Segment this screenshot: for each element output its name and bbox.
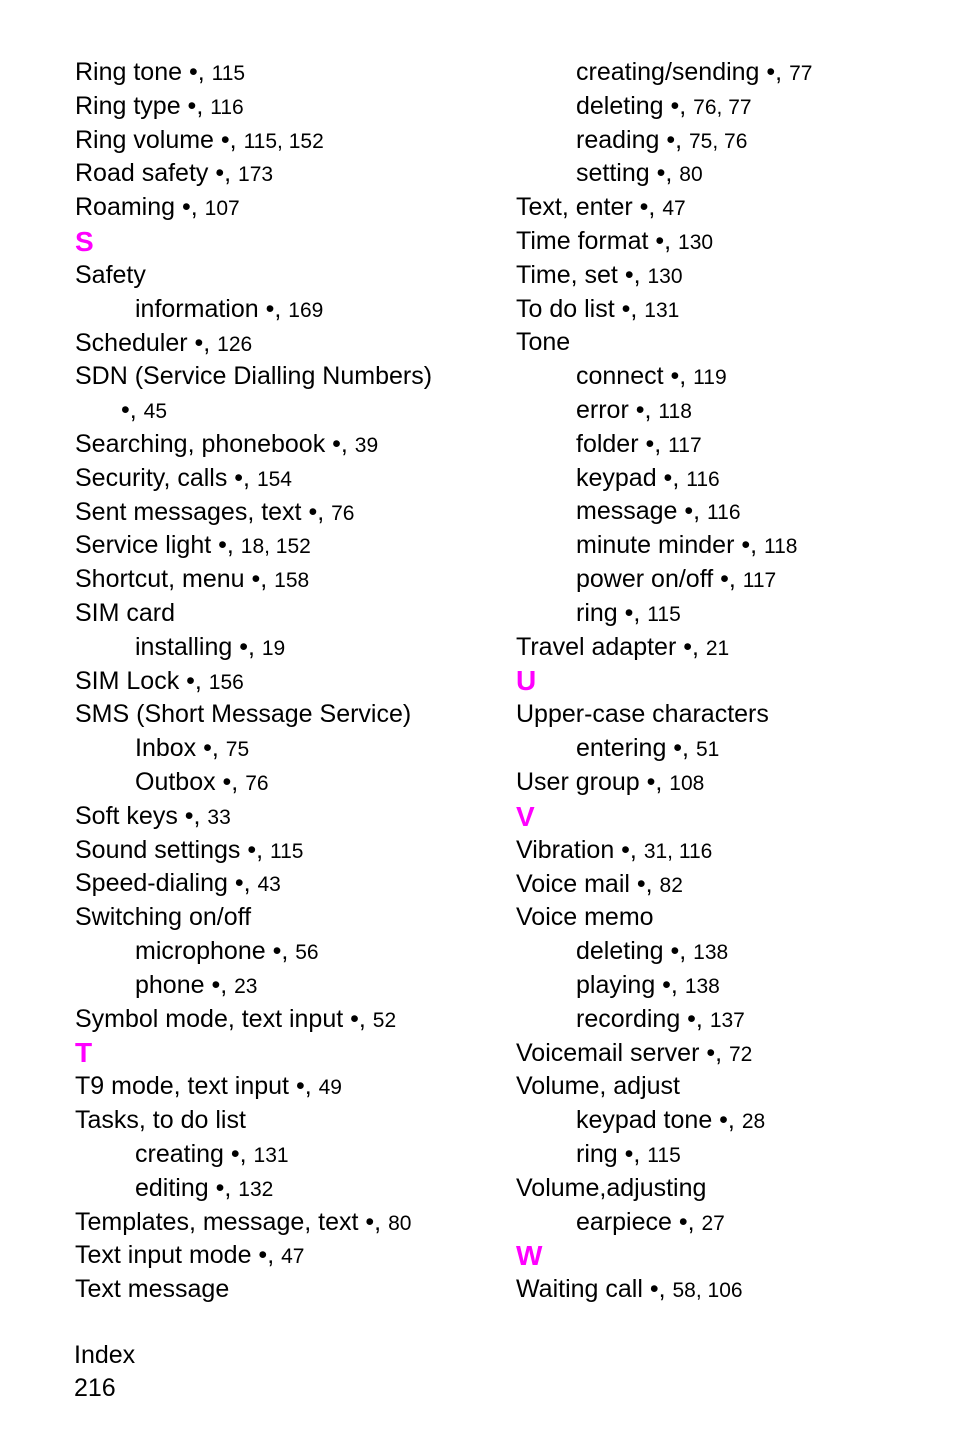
index-entry-text: deleting •, [576, 91, 687, 120]
index-entry [75, 1206, 505, 1240]
index-subentry [75, 766, 505, 800]
index-entry-text: recording •, [576, 1004, 703, 1033]
index-entry-text: Speed-dialing •, [75, 869, 251, 898]
index-page-refs: 43 [257, 873, 281, 897]
footer-page-number: 216 [74, 1374, 116, 1402]
index-entry-text: Ring type •, [75, 91, 204, 120]
index-entry-text: connect •, [576, 362, 687, 391]
index-entry [75, 428, 505, 462]
index-page-refs: 19 [261, 636, 286, 660]
index-page-refs: 138 [684, 974, 720, 998]
index-page-refs: 115 [647, 1143, 681, 1167]
index-entry [516, 766, 936, 800]
index-page-refs: 23 [234, 974, 258, 998]
index-page-refs: 115 [647, 602, 681, 626]
index-entry-text: SDN (Service Dialling Numbers) [75, 362, 433, 391]
index-entry [75, 1239, 505, 1273]
index-subentry [516, 90, 936, 124]
index-subentry [516, 360, 936, 394]
index-entry [75, 834, 505, 868]
index-subentry [75, 969, 505, 1003]
index-entry-text: Service light •, [75, 531, 234, 560]
index-entry-text: minute minder •, [576, 531, 758, 560]
index-entry-text: Road safety •, [75, 159, 232, 188]
index-entry-text: Ring volume •, [75, 125, 237, 154]
index-letter-heading: T [75, 1037, 93, 1069]
index-subentry [516, 157, 936, 191]
index-entry-text: playing •, [576, 970, 678, 999]
index-page-refs: 115, 152 [243, 129, 324, 153]
index-entry [516, 834, 936, 868]
index-entry-text: Volume, adjust [516, 1072, 680, 1101]
index-entry-text: microphone •, [135, 936, 289, 965]
index-page-refs: 169 [288, 298, 324, 322]
index-entry-text: Ring tone •, [75, 58, 205, 86]
index-entry-text: power on/off •, [576, 564, 736, 593]
index-page-refs: 76 [331, 501, 355, 525]
index-entry [516, 1273, 936, 1307]
index-entry [75, 1104, 505, 1138]
index-entry-text: Searching, phonebook •, [75, 429, 348, 458]
index-subentry [516, 1003, 936, 1037]
index-entry-text: Shortcut, menu •, [75, 565, 268, 594]
index-subentry [516, 969, 936, 1003]
index-page-refs: 130 [647, 264, 683, 288]
index-page-refs: 21 [705, 636, 730, 660]
index-entry [516, 191, 936, 225]
index-entry [516, 326, 936, 360]
index-subentry [516, 732, 936, 766]
index-entry [75, 901, 505, 935]
index-entry-text: Text input mode •, [75, 1241, 275, 1270]
index-subentry [75, 631, 505, 665]
index-entry-text: SIM Lock •, [75, 666, 202, 695]
index-letter-heading: W [516, 1240, 543, 1272]
index-entry-text: Switching on/off [75, 903, 252, 932]
index-entry [75, 327, 505, 361]
index-entry-text: setting •, [576, 159, 673, 188]
index-entry [75, 597, 505, 631]
index-entry-text: Voice mail •, [516, 869, 653, 898]
index-subentry [75, 732, 505, 766]
index-subentry [516, 1104, 936, 1138]
index-page-refs: 116 [686, 467, 720, 491]
index-entry-text: keypad •, [576, 463, 680, 492]
index-entry-text: Waiting call •, [516, 1275, 666, 1304]
index-entry-text: Travel adapter •, [516, 632, 699, 661]
index-entry-text: SMS (Short Message Service) [75, 700, 412, 729]
index-page-refs: 119 [693, 366, 727, 390]
index-entry-text: Templates, message, text •, [75, 1207, 382, 1236]
index-entry-text: creating/sending •, [576, 58, 783, 86]
index-entry-text: message •, [576, 497, 701, 526]
index-entry-text: Time, set •, [516, 260, 641, 289]
index-page-refs: 138 [693, 941, 729, 965]
index-entry [75, 259, 505, 293]
index-page-refs: 56 [295, 940, 319, 964]
index-subentry [516, 394, 936, 428]
index-letter-heading: U [516, 665, 537, 697]
index-entry [75, 1273, 505, 1307]
index-page-refs: 76 [245, 771, 269, 795]
index-subentry [516, 428, 936, 462]
index-entry [516, 1037, 936, 1071]
index-entry-text: •, [121, 396, 137, 425]
index-page-refs: 76, 77 [693, 95, 752, 119]
index-entry-text: entering •, [576, 734, 689, 763]
index-page-refs: 31, 116 [643, 839, 713, 863]
index-page-refs: 45 [143, 400, 168, 424]
index-subentry [516, 56, 936, 90]
index-entry-text: Soft keys •, [75, 801, 201, 830]
index-entry-text: Upper-case characters [516, 700, 769, 729]
index-entry [75, 1070, 505, 1104]
index-entry [75, 462, 505, 496]
index-page-refs: 137 [709, 1008, 745, 1032]
index-subentry [516, 935, 936, 969]
index-subentry [516, 124, 936, 158]
index-page-refs: 82 [659, 873, 683, 897]
index-page-refs: 117 [668, 433, 702, 457]
index-entry [516, 225, 936, 259]
index-page-refs: 173 [238, 163, 274, 187]
index-page-refs: 18, 152 [240, 535, 311, 559]
index-entry [75, 157, 505, 191]
index-page-refs: 47 [662, 197, 686, 221]
index-entry-text: User group •, [516, 767, 663, 796]
index-page-refs: 132 [238, 1177, 274, 1201]
index-page-refs: 52 [372, 1008, 397, 1032]
index-entry-text: Outbox •, [135, 767, 239, 796]
index-entry-text: ring •, [576, 598, 641, 627]
index-entry [75, 56, 505, 90]
index-entry-text: reading •, [576, 125, 683, 154]
index-subentry [516, 1138, 936, 1172]
index-entry [516, 259, 936, 293]
index-entry [516, 1070, 936, 1104]
index-entry [75, 191, 505, 225]
index-entry [516, 1172, 936, 1206]
index-entry-text: Security, calls •, [75, 463, 250, 492]
index-page-refs: 28 [741, 1110, 766, 1134]
index-subentry [516, 529, 936, 563]
index-entry [75, 529, 505, 563]
index-page-refs: 107 [204, 197, 240, 221]
index-page-refs: 27 [701, 1211, 725, 1235]
index-entry-text: Voice memo [516, 903, 654, 932]
footer-section-label: Index [74, 1341, 136, 1369]
index-letter-heading: V [516, 800, 535, 832]
index-subentry [516, 495, 936, 529]
index-entry-text: Sound settings •, [75, 835, 264, 864]
index-entry-text: Inbox •, [135, 734, 219, 763]
index-page-refs: 51 [695, 738, 720, 762]
index-entry [516, 293, 936, 327]
index-page-refs: 115 [270, 839, 304, 863]
index-entry [516, 631, 936, 665]
index-entry-text: SIM card [75, 598, 176, 627]
index-entry-text: Roaming •, [75, 193, 198, 222]
index-entry [75, 496, 505, 530]
index-entry-text: Tone [516, 328, 571, 357]
index-page-refs: 49 [318, 1076, 342, 1100]
index-entry [75, 394, 505, 428]
index-page-refs: 77 [789, 62, 813, 85]
index-page-refs: 116 [210, 95, 244, 119]
index-entry-text: earpiece •, [576, 1207, 695, 1236]
index-page-refs: 126 [217, 332, 253, 356]
index-subentry [75, 935, 505, 969]
index-entry-text: deleting •, [576, 937, 687, 966]
index-page-refs: 118 [764, 535, 798, 559]
index-entry-text: Tasks, to do list [75, 1106, 246, 1135]
index-subentry [75, 1138, 505, 1172]
index-entry-text: Vibration •, [516, 835, 637, 864]
index-entry-text: Symbol mode, text input •, [75, 1004, 366, 1033]
index-entry-text: Safety [75, 260, 146, 289]
index-page-refs: 58, 106 [672, 1279, 743, 1303]
index-page-refs: 72 [729, 1042, 753, 1066]
index-entry-text: phone •, [135, 970, 228, 999]
index-page-refs: 108 [669, 771, 705, 795]
index-entry [75, 665, 505, 699]
index-entry [75, 800, 505, 834]
index-entry-text: error •, [576, 395, 652, 424]
index-entry [75, 698, 505, 732]
index-subentry [75, 293, 505, 327]
index-subentry [516, 1206, 936, 1240]
index-entry-text: Text message [75, 1275, 230, 1304]
index-entry-text: To do list •, [516, 294, 638, 323]
index-entry-text: editing •, [135, 1173, 232, 1202]
index-page-refs: 75 [225, 738, 250, 762]
index-page-refs: 158 [274, 569, 310, 593]
index-entry [75, 90, 505, 124]
index-subentry [516, 563, 936, 597]
index-page-refs: 116 [707, 501, 741, 525]
index-entry [516, 698, 936, 732]
index-entry-text: Sent messages, text •, [75, 497, 325, 526]
index-page-refs: 131 [644, 298, 680, 322]
index-page-refs: 154 [256, 467, 292, 491]
index-entry [75, 360, 505, 394]
index-entry-text: ring •, [576, 1139, 641, 1168]
index-page-refs: 130 [678, 230, 714, 254]
index-entry-text: Scheduler •, [75, 328, 211, 357]
index-letter-heading: S [75, 225, 94, 257]
index-subentry [516, 462, 936, 496]
index-entry-text: T9 mode, text input •, [75, 1072, 312, 1101]
index-page-refs: 33 [207, 805, 231, 829]
index-entry-text: keypad tone •, [576, 1106, 735, 1135]
index-entry-text: Volume,adjusting [516, 1173, 707, 1202]
index-page-refs: 117 [742, 568, 777, 592]
index-page-refs: 115 [211, 62, 246, 85]
index-subentry [516, 597, 936, 631]
index-entry [75, 1003, 505, 1037]
index-entry [75, 563, 505, 597]
index-column-right [516, 56, 936, 1307]
index-subentry [75, 1172, 505, 1206]
index-page-refs: 75, 76 [689, 129, 748, 153]
index-entry [516, 901, 936, 935]
index-page-refs: 80 [388, 1211, 412, 1235]
index-page-refs: 118 [658, 399, 692, 423]
index-entry [75, 124, 505, 158]
index-entry-text: folder •, [576, 429, 662, 458]
index-entry [516, 868, 936, 902]
index-page-refs: 39 [354, 433, 379, 457]
index-entry-text: information •, [135, 294, 282, 323]
index-entry [75, 867, 505, 901]
index-page-refs: 47 [281, 1245, 305, 1269]
index-page-refs: 156 [208, 670, 244, 694]
index-entry-text: installing •, [135, 632, 255, 661]
index-entry-text: Text, enter •, [516, 193, 656, 222]
page-footer [74, 1339, 135, 1405]
index-entry-text: Voicemail server •, [516, 1038, 723, 1067]
index-entry-text: Time format •, [516, 226, 672, 255]
index-entry-text: creating •, [135, 1139, 247, 1168]
index-page-refs: 131 [253, 1143, 289, 1167]
index-page-refs: 80 [679, 163, 703, 187]
index-column-left [75, 56, 505, 1307]
